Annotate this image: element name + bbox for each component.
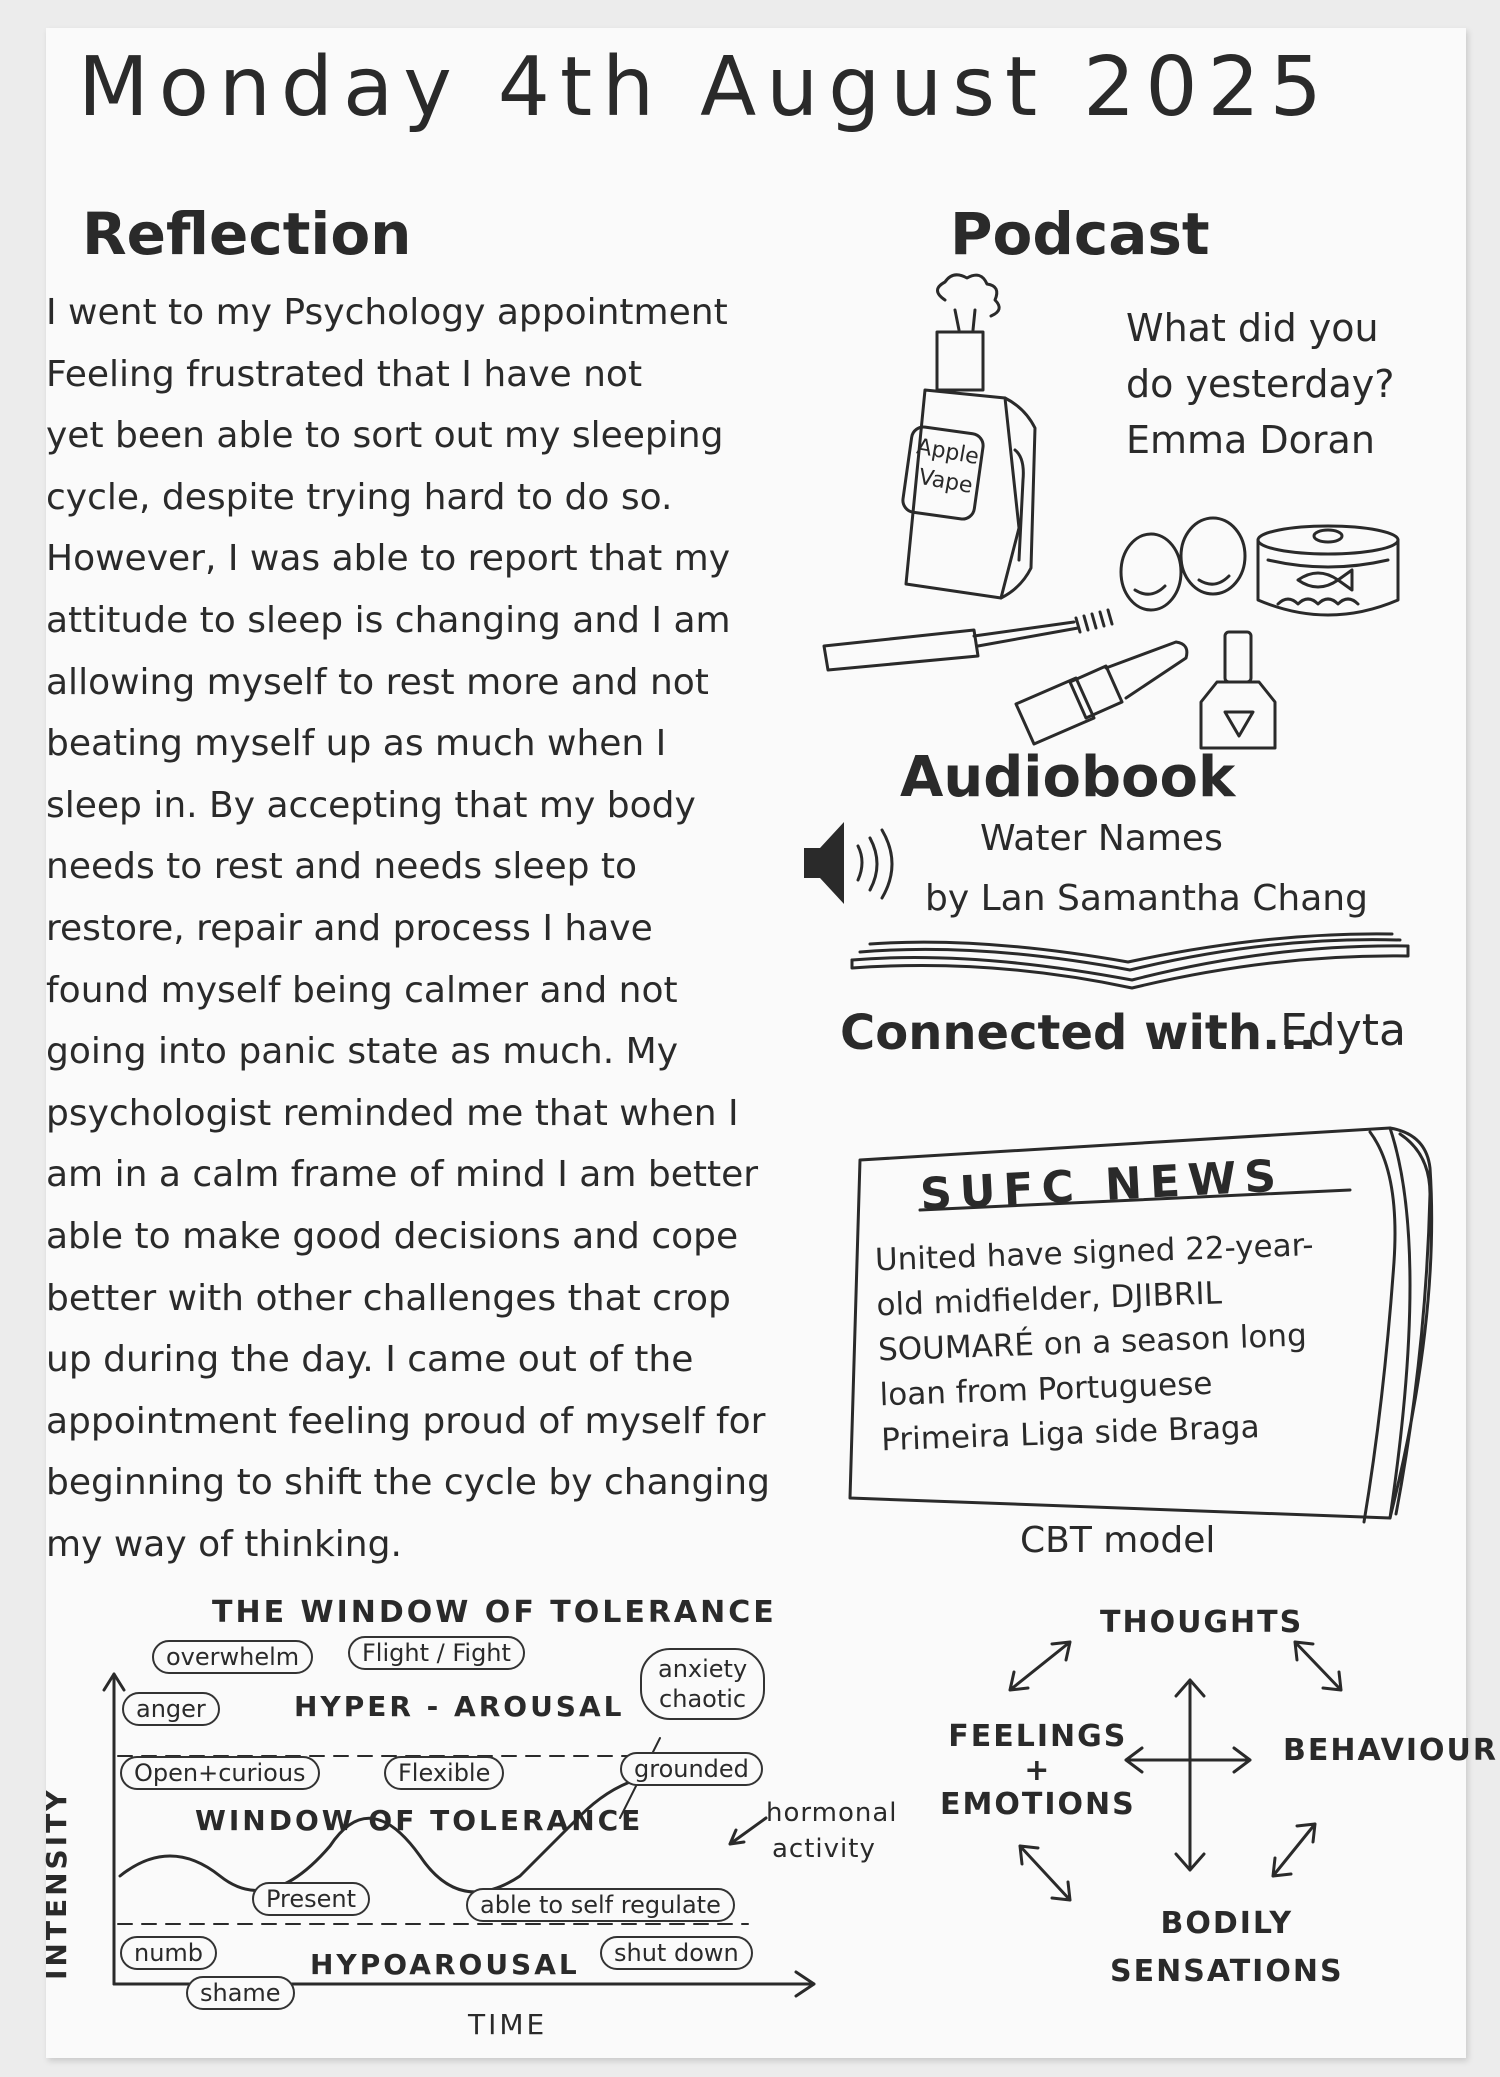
open-book-icon bbox=[850, 930, 1410, 990]
reflection-line: attitude to sleep is changing and I am bbox=[46, 599, 731, 641]
cloud-chaotic: chaotic bbox=[659, 1685, 747, 1713]
reflection-line: beating myself up as much when I bbox=[46, 723, 667, 765]
cloud-flight-fight: Flight / Fight bbox=[348, 1636, 525, 1670]
reflection-line: I went to my Psychology appointment bbox=[46, 292, 728, 333]
reflection-line: allowing myself to rest more and not bbox=[46, 661, 709, 703]
connected-with-label: Connected with... bbox=[840, 1005, 1317, 1061]
wot-x-axis: TIME bbox=[468, 2008, 548, 2041]
cloud-overwhelm: overwhelm bbox=[152, 1640, 313, 1674]
lipstick-icon bbox=[1006, 638, 1206, 748]
news-line: United have signed 22-year- bbox=[874, 1227, 1315, 1279]
podcast-title-line: What did you bbox=[1126, 306, 1379, 350]
podcast-title-line: do yesterday? bbox=[1126, 362, 1395, 406]
reflection-line: cycle, despite trying hard to do so. bbox=[46, 476, 673, 518]
reflection-line: up during the day. I came out of the bbox=[46, 1339, 694, 1381]
cloud-self-regulate: able to self regulate bbox=[466, 1888, 735, 1922]
news-body bbox=[874, 1222, 1362, 1464]
reflection-line: needs to rest and needs sleep to bbox=[46, 846, 638, 888]
reflection-line: better with other challenges that crop bbox=[46, 1277, 731, 1319]
reflection-line: restore, repair and process I have bbox=[46, 907, 653, 949]
cloud-open-curious: Open+curious bbox=[120, 1756, 320, 1790]
cloud-numb: numb bbox=[120, 1936, 217, 1970]
cbt-feelings: FEELINGS bbox=[948, 1719, 1128, 1754]
cbt-plus: + bbox=[1024, 1753, 1052, 1788]
news-line: Primeira Liga side Braga bbox=[880, 1409, 1261, 1459]
vape-label: Apple bbox=[914, 434, 981, 470]
cbt-sensations: SENSATIONS bbox=[1110, 1954, 1344, 1989]
news-line: old midfielder, DJIBRIL bbox=[875, 1275, 1223, 1324]
reflection-line: going into panic state as much. My bbox=[46, 1031, 679, 1073]
cloud-flexible: Flexible bbox=[384, 1756, 504, 1790]
reflection-line: beginning to shift the cycle by changing bbox=[46, 1462, 770, 1504]
wot-activity: activity bbox=[772, 1834, 876, 1864]
audiobook-title: Water Names bbox=[980, 818, 1223, 859]
hormonal-arrow bbox=[722, 1812, 772, 1852]
podcast-title-line: Emma Doran bbox=[1126, 418, 1375, 462]
reflection-line: Feeling frustrated that I have not bbox=[46, 353, 643, 395]
wot-y-axis: INTENSITY bbox=[40, 1787, 73, 1980]
cloud-anger: anger bbox=[122, 1692, 220, 1726]
news-line: loan from Portuguese bbox=[879, 1365, 1213, 1414]
reflection-line: yet been able to sort out my sleeping bbox=[46, 415, 724, 457]
reflection-line: am in a calm frame of mind I am better bbox=[46, 1154, 759, 1196]
cbt-behaviour: BEHAVIOUR bbox=[1283, 1733, 1498, 1768]
vape-label: Vape bbox=[916, 464, 975, 499]
wot-hyper-arousal: HYPER - AROUSAL bbox=[294, 1690, 625, 1723]
nail-polish-icon bbox=[1195, 628, 1285, 758]
wot-title: THE WINDOW OF TOLERANCE bbox=[212, 1595, 777, 1630]
cbt-bodily: BODILY bbox=[1160, 1906, 1294, 1941]
reflection-line: However, I was able to report that my bbox=[46, 538, 730, 580]
cbt-thoughts: THOUGHTS bbox=[1100, 1605, 1304, 1640]
wot-window-label: WINDOW OF TOLERANCE bbox=[195, 1804, 644, 1837]
tuna-tin-icon bbox=[1248, 520, 1408, 630]
news-line: SOUMARÉ on a season long bbox=[877, 1317, 1308, 1369]
reflection-line: my way of thinking. bbox=[46, 1523, 402, 1565]
news-title: SUFC NEWS bbox=[918, 1150, 1286, 1221]
cloud-anxiety-chaotic bbox=[640, 1648, 765, 1720]
cloud-shut-down: shut down bbox=[600, 1936, 753, 1970]
cloud-present: Present bbox=[252, 1882, 370, 1916]
wot-hormonal: hormonal bbox=[766, 1798, 898, 1828]
cbt-model-title: CBT model bbox=[1020, 1520, 1216, 1561]
podcast-heading: Podcast bbox=[950, 200, 1210, 268]
audiobook-heading: Audiobook bbox=[900, 745, 1236, 810]
reflection-line: found myself being calmer and not bbox=[46, 969, 678, 1011]
audiobook-author: by Lan Samantha Chang bbox=[925, 878, 1368, 919]
reflection-heading: Reflection bbox=[82, 200, 412, 268]
reflection-line: sleep in. By accepting that my body bbox=[46, 784, 696, 826]
speaker-icon bbox=[800, 818, 920, 908]
page-date-title: Monday 4th August 2025 bbox=[78, 40, 1332, 135]
cbt-emotions: EMOTIONS bbox=[940, 1787, 1136, 1822]
reflection-text bbox=[46, 282, 826, 1575]
podcast-title bbox=[1126, 300, 1394, 468]
wot-hypo-arousal: HYPOAROUSAL bbox=[310, 1948, 580, 1981]
connected-with-name: Edyta bbox=[1280, 1005, 1406, 1056]
cloud-shame: shame bbox=[186, 1976, 295, 2010]
reflection-line: appointment feeling proud of myself for bbox=[46, 1400, 766, 1442]
reflection-line: able to make good decisions and cope bbox=[46, 1215, 739, 1257]
cloud-anxiety: anxiety bbox=[658, 1655, 748, 1683]
reflection-line: psychologist reminded me that when I bbox=[46, 1092, 739, 1134]
cbt-arrows bbox=[990, 1630, 1410, 1930]
vape-icon bbox=[885, 270, 1045, 600]
cloud-grounded: grounded bbox=[620, 1752, 763, 1786]
